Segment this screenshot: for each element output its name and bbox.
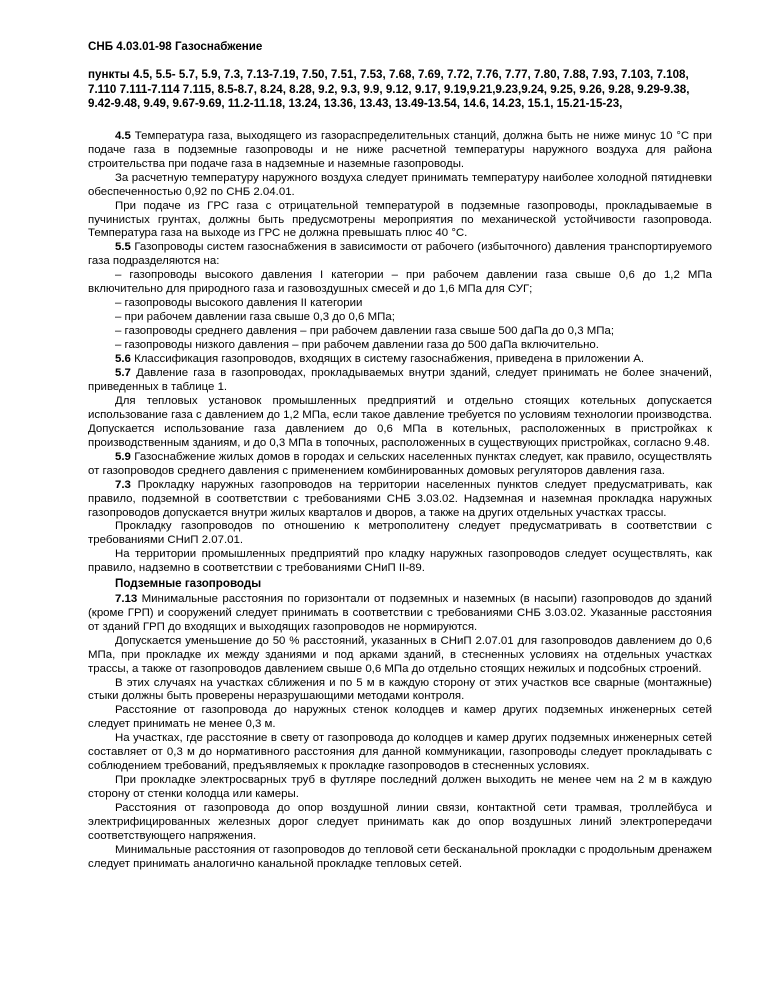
paragraph [88, 774, 712, 802]
paragraph [88, 395, 712, 451]
paragraph-text: Минимальные расстояния по горизонтали от подземных и наземных (в насыпи) газопроводов до зданий (кроме ГРП) и сооружений следует принимать в соответствии с требованиями СНБ 3.03.02. Указанные расстояния от зданий ГРП до входящих и выходящих газопроводов не нормируются. [88, 592, 712, 633]
clause-number: 5.9 [115, 450, 131, 463]
clause-number: 7.13 [115, 592, 138, 605]
paragraph-text: Прокладку наружных газопроводов на территории населенных пунктов следует предусматривать, как правило, подземной в соответствии с требованиями СНБ 3.03.02. Надземная и наземная прокладка наружных газопроводов допускается внутри жилых кварталов и дворов, а также на других отдельных участках трассы. [88, 478, 712, 519]
paragraph [88, 479, 712, 521]
paragraph [88, 200, 712, 242]
paragraph-text: Газопроводы систем газоснабжения в зависимости от рабочего (избыточного) давления транспортируемого газа подразделяются на: [88, 241, 712, 268]
clause-number: 7.3 [115, 478, 131, 491]
paragraph [88, 593, 712, 635]
paragraph [88, 297, 712, 311]
paragraph-text: – газопроводы высокого давления I категории – при рабочем давлении газа свыше 0,6 до 1,2 МПа включительно для природного газа и газовоздушных смесей и до 1,6 МПа для СУГ; [88, 269, 712, 296]
paragraph [88, 802, 712, 844]
paragraph-text: За расчетную температуру наружного воздуха следует принимать температуру наиболее холодной пятидневки обеспеченностью 0,92 по СНБ 2.04.01. [88, 171, 712, 198]
paragraph-text: – при рабочем давлении газа свыше 0,3 до 0,6 МПа; [115, 311, 395, 324]
document-header: СНБ 4.03.01-98 Газоснабжение [88, 40, 263, 53]
paragraph [88, 311, 712, 325]
paragraph-text: Классификация газопроводов, входящих в систему газоснабжения, приведена в приложении А. [130, 353, 645, 366]
paragraph [88, 677, 712, 705]
paragraph-text: Давление газа в газопроводах, прокладываемых внутри зданий, следует принимать не более значений, приведенных в таблице 1. [88, 366, 712, 393]
paragraph-text: На территории промышленных предприятий про кладку наружных газопроводов следует осуществлять, как правило, надземно в соответствии с требованиями СНиП II-89. [88, 548, 712, 575]
paragraph [88, 520, 712, 548]
paragraph [88, 353, 712, 367]
paragraph-text: На участках, где расстояние в свету от газопровода до колодцев и камер других подземных инженерных сетей составляет от 0,3 м до нормативного расстояния для данной коммуникации, газопроводы следует прокладывать с соблюдением требований, предъявляемых к прокладке газопроводов в стесненных условиях. [88, 732, 712, 773]
document-body [88, 130, 712, 577]
paragraph-text: При подаче из ГРС газа с отрицательной температурой в подземные газопроводы, прокладываемые в пучинистых грунтах, должны быть предусмотрены мероприятия по механической устойчивости газопровода. Температура газа на выходе из ГРС не должна превышать плюс 40 °С. [88, 199, 712, 240]
paragraph-text: В этих случаях на участках сближения и по 5 м в каждую сторону от этих участков все сварные (монтажные) стыки должны быть проверены неразрушающими методами контроля. [88, 676, 712, 703]
paragraph [88, 704, 712, 732]
paragraph-text: Минимальные расстояния от газопроводов до тепловой сети бесканальной прокладки с продольным дренажем следует принимать аналогично канальной прокладке тепловых сетей. [88, 843, 712, 870]
paragraph-text: Прокладку газопроводов по отношению к метрополитену следует предусматривать в соответствии с требованиями СНиП 2.07.01. [88, 520, 712, 547]
document-page [88, 40, 712, 872]
clause-number: 4.5 [115, 129, 131, 142]
paragraph [88, 325, 712, 339]
paragraph [88, 269, 712, 297]
paragraph-text: – газопроводы высокого давления II категории [115, 297, 363, 310]
paragraph-text: Допускается уменьшение до 50 % расстояний, указанных в СНиП 2.07.01 для газопроводов давлением до 0,6 МПа, при прокладке их между зданиями и под арками зданий, в стесненных условиях на отдельных участках трассы, а также от газопроводов давлением свыше 0,6 МПа до отдельно стоящих нежилых и подсобных строений. [88, 634, 712, 675]
points-list: пункты 4.5, 5.5- 5.7, 5.9, 7.3, 7.13-7.19, 7.50, 7.51, 7.53, 7.68, 7.69, 7.72, 7.76, 7.77, 7.80, 7.88, 7.93, 7.103, 7.108, 7.110 7.111-7.114 7.115, 8.5-8.7, 8.24, 8.28, 9.2, 9.3, 9.9, 9.12, 9.17, 9.19,9.21,9.23,9.24, 9.25, 9.26, 9.28, 9.29-9.38, 9.42-9.48, 9.49, 9.67-9.69, 11.2-11.18, 13.24, 13.36, 13.43, 13.49-13.54, 14.6, 14.23, 15.1, 15.21-15-23, [88, 68, 690, 111]
paragraph-text: – газопроводы среднего давления – при рабочем давлении газа свыше 500 даПа до 0,3 МПа; [115, 325, 615, 338]
paragraph-text: При прокладке электросварных труб в футляре последний должен выходить не менее чем на 2 м в каждую сторону от стенки колодца или камеры. [88, 774, 712, 801]
clause-number: 5.7 [115, 366, 131, 379]
paragraph [88, 635, 712, 677]
paragraph-text: Расстояния от газопровода до опор воздушной линии связи, контактной сети трамвая, троллейбуса и электрифицированных железных дорог следует принимать как до опор воздушных линий электропередачи соответствующего напряжения. [88, 802, 712, 842]
paragraph-text: Для тепловых установок промышленных предприятий и отдельно стоящих котельных допускается использование газа с давлением до 1,2 МПа, если такое давление требуется по условиям технологии производства. Допускается использование газа давлением до 0,6 МПа в котельных, расположенных в пристройках к производственным зданиям, и до 0,3 МПа в топочных, расположенных в существующих пристройках, согласно 9.48. [88, 394, 712, 449]
paragraph [88, 367, 712, 395]
paragraph [88, 732, 712, 774]
paragraph-text: – газопроводы низкого давления – при рабочем давлении газа до 500 даПа включительно. [115, 339, 599, 352]
clause-number: 5.6 [115, 353, 131, 366]
paragraph [88, 241, 712, 269]
paragraph [88, 339, 712, 353]
paragraph [88, 548, 712, 576]
clause-number: 5.5 [115, 241, 131, 254]
section-subheading: Подземные газопроводы [115, 577, 262, 591]
paragraph [88, 130, 712, 172]
paragraph-text: Температура газа, выходящего из газораспределительных станций, должна быть не ниже минус 10 °С при подаче газа в подземные газопроводы и не ниже расчетной температуры наружного воздуха для района строительства при подаче газа в надземные и наземные газопроводы. [88, 129, 712, 170]
paragraph-text: Газоснабжение жилых домов в городах и сельских населенных пунктах следует, как правило, осуществлять от газопроводов среднего давления с применением комбинированных домовых регуляторов давления газа. [88, 450, 712, 477]
paragraph-text: Расстояние от газопровода до наружных стенок колодцев и камер других подземных инженерных сетей следует принимать не менее 0,3 м. [88, 704, 712, 731]
paragraph [88, 172, 712, 200]
paragraph [88, 451, 712, 479]
document-body-continued [88, 593, 712, 872]
paragraph [88, 844, 712, 872]
